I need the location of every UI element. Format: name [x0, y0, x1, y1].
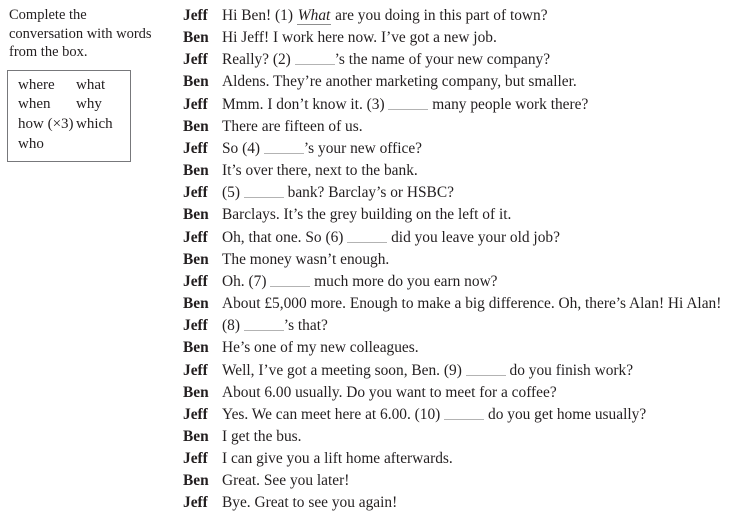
speaker-label: Jeff — [183, 494, 208, 512]
blank-line — [388, 98, 428, 110]
line-text — [222, 360, 633, 382]
text-segment: I get the bus. — [222, 427, 302, 445]
speaker-label: Jeff — [183, 184, 208, 202]
line-text — [222, 27, 497, 49]
line-text — [222, 470, 349, 492]
dialogue-line — [183, 426, 739, 448]
text-segment: Mmm. I don’t know it. (3) — [222, 95, 389, 113]
dialogue-line — [183, 182, 739, 204]
speaker-label: Jeff — [183, 228, 208, 246]
dialogue-line — [183, 204, 739, 226]
dialogue-line — [183, 71, 739, 93]
word-row — [18, 115, 122, 135]
blank-line — [244, 319, 284, 331]
blank-line — [466, 364, 506, 376]
instructions-text: Complete the conversation with words from the box. — [9, 7, 152, 61]
speaker-label: Ben — [183, 250, 209, 268]
word-item: how (×3) — [18, 115, 74, 132]
line-text — [222, 49, 550, 71]
dialogue-line — [183, 94, 739, 116]
text-segment: The money wasn’t enough. — [222, 250, 390, 268]
line-text — [222, 227, 560, 249]
dialogue-line — [183, 49, 739, 71]
dialogue-line — [183, 160, 739, 182]
word-row — [18, 135, 122, 155]
speaker-label: Ben — [183, 73, 209, 91]
dialogue-line — [183, 138, 739, 160]
dialogue-line — [183, 271, 739, 293]
word-item: which — [76, 115, 113, 132]
speaker-label: Ben — [183, 295, 209, 313]
speaker-label: Ben — [183, 117, 209, 135]
line-text — [222, 116, 363, 138]
line-text — [222, 160, 418, 182]
speaker-label: Ben — [183, 472, 209, 490]
text-segment: ’s the name of your new company? — [334, 51, 551, 69]
dialogue-line — [183, 470, 739, 492]
blank-line — [295, 53, 335, 65]
text-segment: Well, I’ve got a meeting soon, Ben. (9) — [222, 361, 466, 379]
word-item: why — [76, 96, 102, 113]
text-segment: Aldens. They’re another marketing company, but smaller. — [222, 73, 577, 91]
dialogue-line — [183, 5, 739, 27]
text-segment: ’s your new office? — [303, 139, 423, 157]
text-segment: Yes. We can meet here at 6.00. (10) — [222, 405, 445, 423]
speaker-label: Jeff — [183, 450, 208, 468]
blank-line — [347, 231, 387, 243]
dialogue-line — [183, 337, 739, 359]
line-text — [222, 315, 328, 337]
text-segment: Bye. Great to see you again! — [222, 494, 398, 512]
text-segment: (8) — [222, 317, 244, 335]
word-item: who — [18, 135, 44, 152]
dialogue-line — [183, 315, 739, 337]
line-text — [222, 337, 419, 359]
text-segment: He’s one of my new colleagues. — [222, 339, 419, 357]
line-text — [222, 182, 454, 204]
blank-line — [270, 275, 310, 287]
line-text — [222, 492, 397, 514]
line-text — [222, 404, 646, 426]
word-item: where — [18, 76, 55, 93]
text-segment: Oh, that one. So (6) — [222, 228, 348, 246]
text-segment: About £5,000 more. Enough to make a big difference. Oh, there’s Alan! Hi Alan! — [222, 295, 722, 313]
text-segment: So (4) — [222, 139, 264, 157]
text-segment: I can give you a lift home afterwards. — [222, 450, 453, 468]
dialogue-line — [183, 448, 739, 470]
speaker-label: Jeff — [183, 405, 208, 423]
line-text — [222, 448, 453, 470]
dialogue-line — [183, 492, 739, 514]
sidebar — [9, 6, 159, 162]
blank-line — [444, 408, 484, 420]
text-segment: Hi Ben! (1) — [222, 7, 297, 24]
text-segment: Hi Jeff! I work here now. I’ve got a new job. — [222, 29, 497, 47]
line-text — [222, 71, 577, 93]
line-text — [222, 138, 422, 160]
line-text — [222, 426, 302, 448]
blank-line — [244, 186, 284, 198]
line-text — [222, 5, 548, 27]
word-item — [76, 135, 122, 155]
text-segment: It’s over there, next to the bank. — [222, 162, 418, 180]
speaker-label: Ben — [183, 427, 209, 445]
line-text — [222, 271, 498, 293]
speaker-label: Ben — [183, 206, 209, 224]
text-segment: bank? Barclay’s or HSBC? — [283, 184, 454, 202]
text-segment: do you get home usually? — [484, 405, 647, 423]
line-text — [222, 249, 389, 271]
text-segment: Great. See you later! — [222, 472, 350, 490]
line-text — [222, 204, 511, 226]
dialogue-line — [183, 382, 739, 404]
text-segment: Oh. (7) — [222, 272, 271, 290]
speaker-label: Jeff — [183, 317, 208, 335]
text-segment: are you doing in this part of town? — [331, 7, 548, 24]
dialogue — [183, 5, 739, 515]
speaker-label: Ben — [183, 29, 209, 47]
speaker-label: Jeff — [183, 361, 208, 379]
text-segment: There are fifteen of us. — [222, 117, 363, 135]
blank-line — [264, 142, 304, 154]
dialogue-line — [183, 27, 739, 49]
text-segment: About 6.00 usually. Do you want to meet for a coffee? — [222, 383, 557, 401]
dialogue-line — [183, 116, 739, 138]
speaker-label: Jeff — [183, 95, 208, 113]
word-row — [18, 95, 122, 115]
dialogue-line — [183, 293, 739, 315]
speaker-label: Jeff — [183, 7, 208, 24]
speaker-label: Jeff — [183, 272, 208, 290]
speaker-label: Jeff — [183, 139, 208, 157]
speaker-label: Ben — [183, 339, 209, 357]
text-segment: ’s that? — [283, 317, 328, 335]
speaker-label: Ben — [183, 383, 209, 401]
text-segment: do you finish work? — [505, 361, 634, 379]
dialogue-line — [183, 360, 739, 382]
text-segment: Barclays. It’s the grey building on the left of it. — [222, 206, 512, 224]
text-segment: Really? (2) — [222, 51, 295, 69]
text-segment: many people work there? — [428, 95, 589, 113]
dialogue-line — [183, 227, 739, 249]
text-segment: did you leave your old job? — [387, 228, 560, 246]
answer-text: What — [297, 7, 331, 24]
text-segment: (5) — [222, 184, 244, 202]
dialogue-line — [183, 404, 739, 426]
line-text — [222, 94, 588, 116]
speaker-label: Jeff — [183, 51, 208, 69]
word-item: when — [18, 96, 51, 113]
speaker-label: Ben — [183, 162, 209, 180]
dialogue-line — [183, 249, 739, 271]
word-item: what — [76, 76, 106, 93]
word-row — [18, 76, 122, 96]
text-segment: much more do you earn now? — [310, 272, 498, 290]
line-text — [222, 293, 721, 315]
word-box — [7, 70, 131, 162]
line-text — [222, 382, 557, 404]
